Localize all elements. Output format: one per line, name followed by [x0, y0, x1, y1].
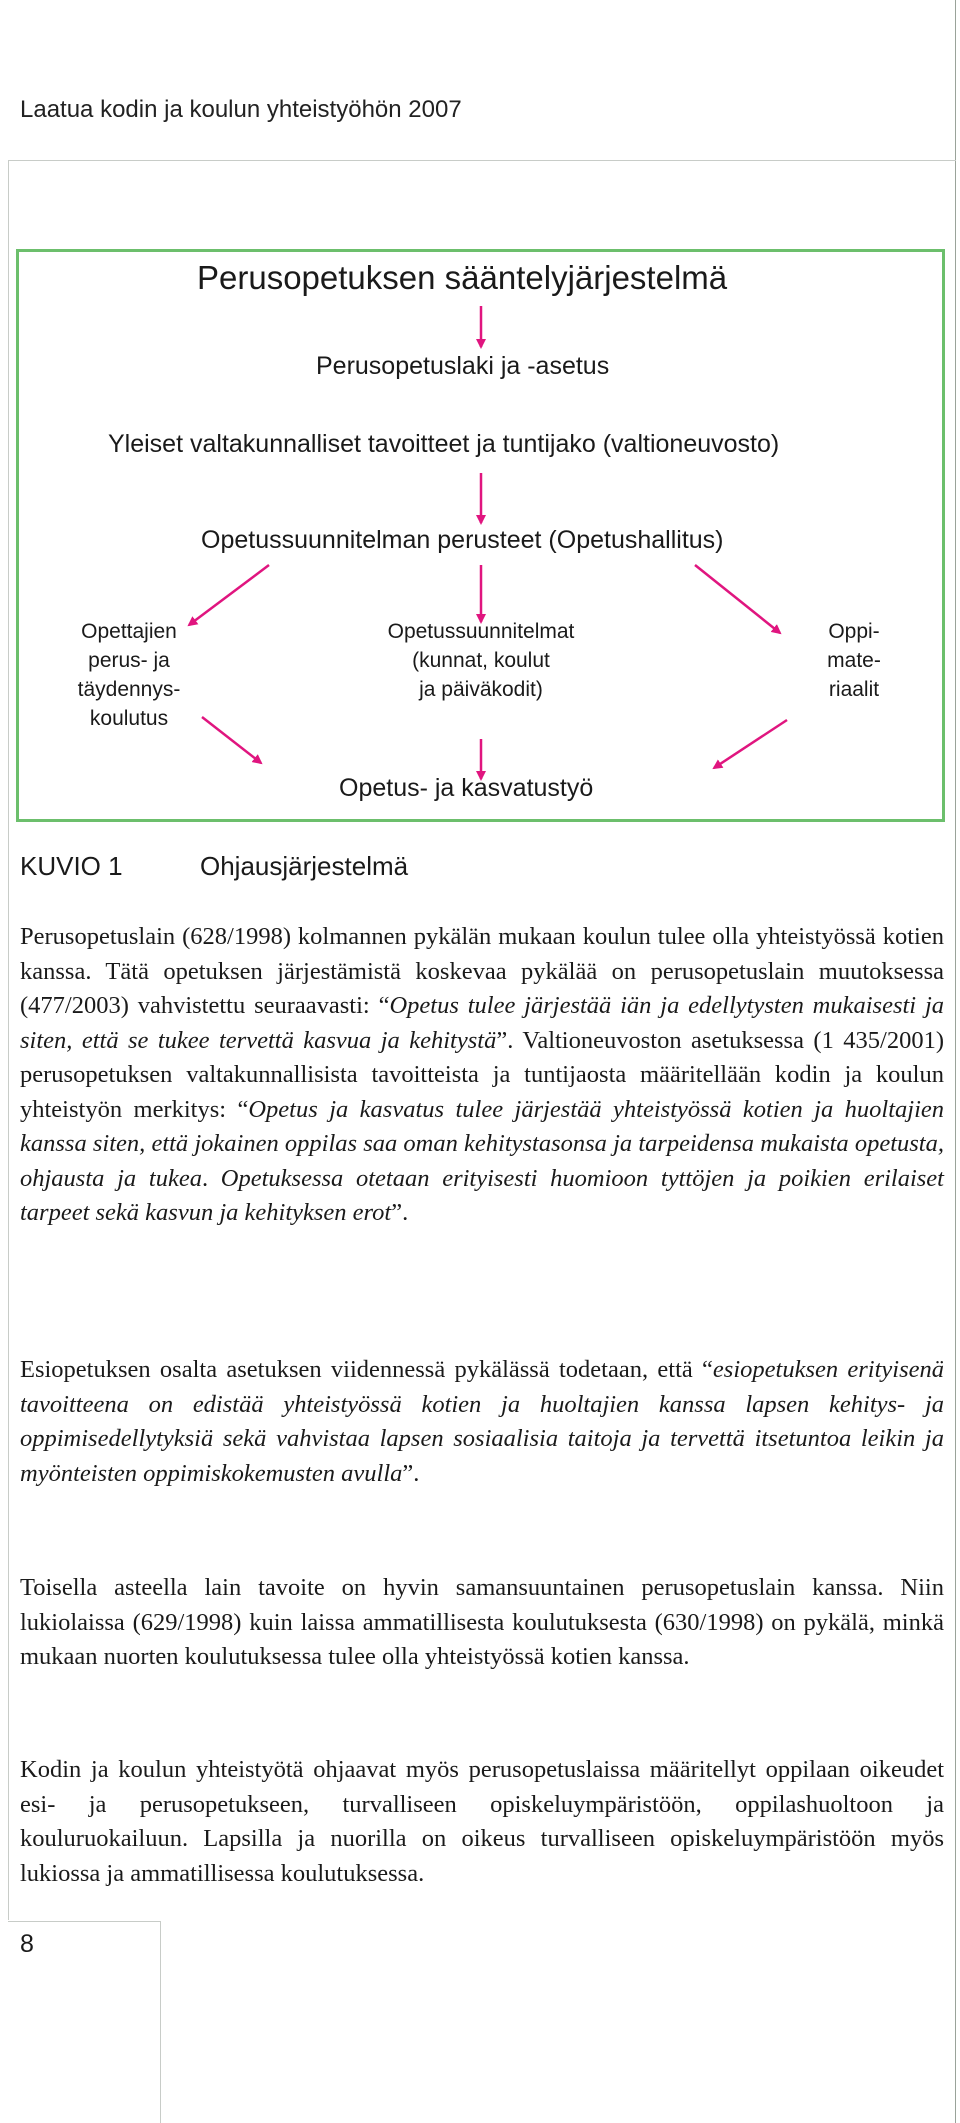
paragraph-basic-education-law: Perusopetuslain (628/1998) kolmannen pykälän mukaan koulun tulee olla yhteistyössä kotien kanssa. Tätä opetuksen järjestämistä koskevaa pykälää on perusopetuslain muutoksessa (477/2003) vahvistettu seuraavasti: “Opetus tulee järjestää iän ja edellytysten mukaisesti ja siten, että se tukee tervettä kasvua ja kehitystä”. Valtioneuvoston asetuksessa (1 435/2001) perusopetuksen valtakunnallisista tavoitteista ja tuntijaosta määritellään kodin ja koulun yhteistyön merkitys: “Opetus ja kasvatus tulee järjestää yhteistyössä kotien ja huoltajien kanssa siten, että jokainen oppilas saa oman kehitystasonsa ja tarpeidensa mukaista opetusta, ohjausta ja tukea. Opetuksessa otetaan erityisesti huomioon tyttöjen ja poikien erilaiset tarpeet sekä kasvun ja kehityksen erot”.	[20, 923, 945, 1226]
header-divider	[8, 160, 956, 161]
arrow-to-materials	[695, 565, 780, 633]
paragraph-pre-primary: Esiopetuksen osalta asetuksen viidennessä pykälässä todetaan, että “esiopetuksen erityisenä tavoitteena on edistää yhteistyössä kotien ja huoltajien kanssa lapsen kehitys- ja oppimisedellytyksiä sekä vahvistaa lapsen sosiaalisia taitoja ja tervettä itsetuntoa leikin ja myönteisten oppimiskokemusten avulla”.	[20, 1356, 944, 1487]
node-curricula: Opetussuunnitelmat (kunnat, koulut ja päiväkodit)	[387, 620, 575, 701]
node-teaching-work: Opetus- ja kasvatustyö	[339, 774, 594, 802]
left-margin-rule	[8, 160, 9, 1920]
node-law: Perusopetuslaki ja -asetus	[316, 352, 610, 380]
arrow-materials-to-work	[714, 720, 787, 768]
node-curriculum-base: Opetussuunnitelman perusteet (Opetushallitus)	[201, 526, 724, 554]
figure-label: KUVIO 1	[20, 851, 123, 881]
paragraph-pupil-rights: Kodin ja koulun yhteistyötä ohjaavat myös perusopetuslaissa määritellyt oppilaan oikeudet esi- ja perusopetukseen, turvalliseen opiskeluympäristöön, oppilashuoltoon ja kouluruokailuun. Lapsilla ja nuorilla on oikeus turvalliseen opiskeluympäristöön myös lukiossa ja ammatillisessa koulutuksessa.	[20, 1756, 944, 1887]
diagram-title: Perusopetuksen sääntelyjärjestelmä	[197, 259, 728, 296]
regulation-diagram	[16, 249, 945, 822]
page-edge-rule	[955, 0, 956, 2123]
footer-margin-rule	[160, 1921, 161, 2123]
paragraph-secondary-level: Toisella asteella lain tavoite on hyvin samansuuntainen perusopetuslain kanssa. Niin lukiolaissa (629/1998) kuin laissa ammatillisesta koulutuksesta (630/1998) on pykälä, minkä mukaan nuorten koulutuksessa tulee olla yhteistyössä kotien kanssa.	[20, 1574, 944, 1670]
node-learning-materials: Oppi- mate- riaalit	[827, 620, 881, 701]
figure-caption: Ohjausjärjestelmä	[200, 851, 409, 881]
footer-divider	[8, 1921, 160, 1922]
node-teacher-training: Opettajien perus- ja täydennys- koulutus	[77, 620, 181, 730]
arrow-to-teacher-training	[189, 565, 269, 625]
running-header: Laatua kodin ja koulun yhteistyöhön 2007	[20, 96, 462, 123]
node-national-goals: Yleiset valtakunnalliset tavoitteet ja tuntijako (valtioneuvosto)	[108, 430, 780, 458]
page-number: 8	[20, 1930, 34, 1958]
arrow-training-to-work	[202, 717, 261, 763]
